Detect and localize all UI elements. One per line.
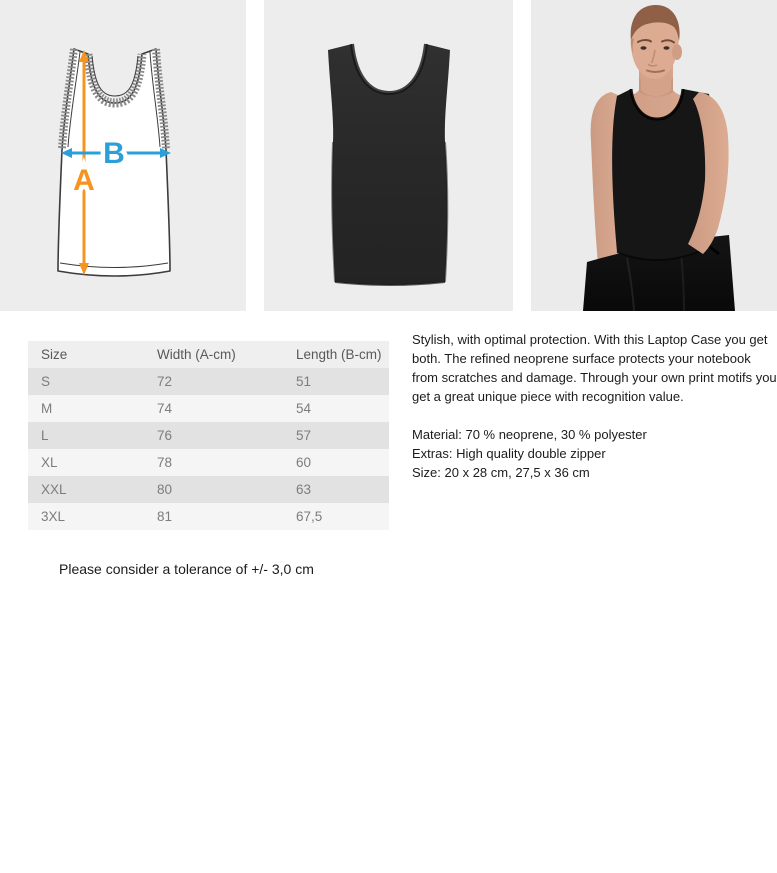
material-line: Material: 70 % neoprene, 30 % polyester bbox=[412, 427, 647, 442]
table-row: S 72 51 bbox=[28, 368, 389, 395]
table-row: XXL 80 63 bbox=[28, 476, 389, 503]
product-image-gallery bbox=[0, 0, 777, 311]
table-row: M 74 54 bbox=[28, 395, 389, 422]
product-photo-flat bbox=[264, 0, 513, 311]
description-paragraph: Stylish, with optimal protection. With this Laptop Case you get both. The refined neoprene surface protects your notebook from scratches and damage. Through your own print motifs you get a great unique piece with recognition value. bbox=[412, 332, 777, 404]
product-photo-model bbox=[531, 0, 777, 311]
table-row: XL 78 60 bbox=[28, 449, 389, 476]
column-header-length: Length (B-cm) bbox=[283, 341, 389, 368]
size-line: Size: 20 x 28 cm, 27,5 x 36 cm bbox=[412, 465, 590, 480]
tolerance-note: Please consider a tolerance of +/- 3,0 cm bbox=[59, 561, 314, 577]
product-description bbox=[412, 330, 777, 482]
size-table-header-row bbox=[28, 341, 389, 368]
dimension-label-b: B bbox=[103, 137, 125, 170]
dimension-label-a: A bbox=[73, 164, 95, 197]
extras-line: Extras: High quality double zipper bbox=[412, 446, 606, 461]
black-tank-top-icon bbox=[264, 0, 513, 311]
table-row: L 76 57 bbox=[28, 422, 389, 449]
model-wearing-tank-top-icon bbox=[531, 0, 777, 311]
measurement-diagram-image bbox=[0, 0, 246, 311]
column-header-width: Width (A-cm) bbox=[144, 341, 283, 368]
column-header-size: Size bbox=[28, 341, 144, 368]
size-table bbox=[28, 341, 389, 530]
tank-top-sketch-icon bbox=[0, 0, 246, 311]
table-row: 3XL 81 67,5 bbox=[28, 503, 389, 530]
